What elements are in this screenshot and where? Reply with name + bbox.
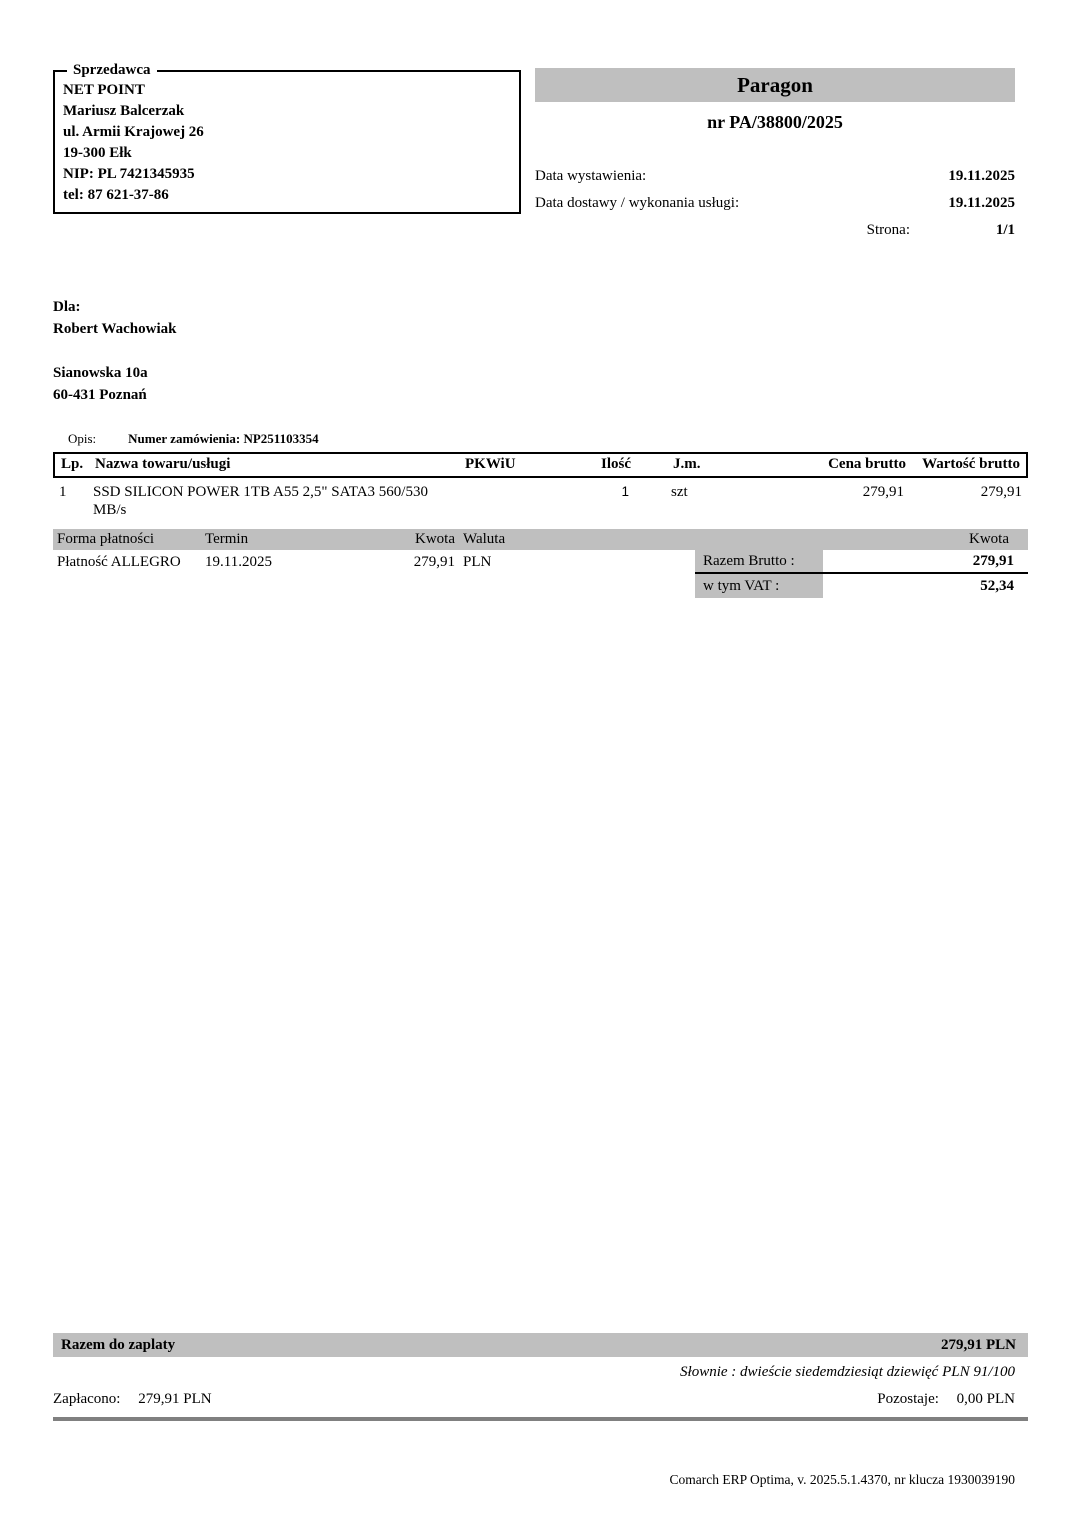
buyer-name: Robert Wachowiak <box>53 321 177 337</box>
col-header-total: Wartość brutto <box>922 456 1020 472</box>
paid-row <box>53 1391 1028 1408</box>
payment-header-grid <box>57 531 533 548</box>
amount-in-words: Słownie : dwieście siedemdziesiąt dziewięć PLN 91/100 <box>680 1364 1015 1380</box>
item-lp: 1 <box>59 484 67 500</box>
page-number-value: 1/1 <box>995 222 1015 238</box>
col-header-unit: J.m. <box>673 456 701 472</box>
item-unit-price: 279,91 <box>862 484 904 500</box>
remaining-block <box>877 1391 1028 1408</box>
payment-body <box>53 550 1028 598</box>
totals-block <box>695 550 1028 598</box>
document-type: Paragon <box>737 72 813 97</box>
items-table <box>53 452 1028 598</box>
payment-amount-value: 279,91 <box>413 554 455 570</box>
vat-total-label: w tym VAT : <box>695 574 823 598</box>
gross-total-row <box>695 550 1028 574</box>
item-total: 279,91 <box>980 484 1022 500</box>
delivery-date-value: 19.11.2025 <box>948 195 1015 211</box>
order-number: Numer zamówienia: NP251103354 <box>128 431 319 446</box>
payment-form-value: Płatność ALLEGRO <box>57 554 181 570</box>
vat-total-row <box>695 574 1028 598</box>
payment-term-value: 19.11.2025 <box>205 554 272 570</box>
dates-block <box>535 163 1015 244</box>
seller-name: NET POINT <box>63 82 145 98</box>
payment-amount-header: Kwota <box>415 531 455 547</box>
software-footer: Comarch ERP Optima, v. 2025.5.1.4370, nr klucza 1930039190 <box>669 1472 1015 1487</box>
gross-total-value: 279,91 <box>972 552 1014 569</box>
buyer-block <box>53 296 176 406</box>
col-header-unit-price: Cena brutto <box>828 456 906 472</box>
paid-label: Zapłacono: <box>53 1391 121 1407</box>
item-qty: 1 <box>621 484 629 499</box>
top-section <box>53 62 1015 244</box>
buyer-street: Sianowska 10a <box>53 365 148 381</box>
col-header-qty: Ilość <box>601 456 631 472</box>
seller-nip: NIP: PL 7421345935 <box>63 166 195 182</box>
seller-box <box>53 62 521 214</box>
remaining-label: Pozostaje: <box>877 1391 939 1407</box>
delivery-date-row <box>535 190 1015 217</box>
buyer-label: Dla: <box>53 299 81 315</box>
total-due-label: Razem do zaplaty <box>61 1336 176 1353</box>
item-name: SSD SILICON POWER 1TB A55 2,5" SATA3 560/530 MB/s <box>93 484 428 518</box>
items-table-header <box>53 452 1028 478</box>
issue-date-label: Data wystawienia: <box>535 168 647 184</box>
payment-currency-header: Waluta <box>463 531 506 547</box>
payment-header-bar <box>53 529 1028 550</box>
total-due-bar <box>53 1333 1028 1357</box>
payment-form-header: Forma płatności <box>57 531 155 547</box>
total-due-value: 279,91 PLN <box>941 1336 1016 1353</box>
delivery-date-label: Data dostawy / wykonania usługi: <box>535 195 740 211</box>
totals-amount-header: Kwota <box>969 531 1009 547</box>
document-type-bar <box>535 68 1015 102</box>
seller-street: ul. Armii Krajowej 26 <box>63 124 204 140</box>
payment-row <box>53 550 533 571</box>
col-header-lp: Lp. <box>61 456 84 472</box>
col-header-name: Nazwa towaru/usługi <box>95 456 231 472</box>
issue-date-row <box>535 163 1015 190</box>
seller-box-legend: Sprzedawca <box>73 62 151 78</box>
gross-total-label: Razem Brutto : <box>695 550 823 572</box>
item-unit: szt <box>671 484 688 500</box>
vat-total-value: 52,34 <box>980 577 1014 594</box>
buyer-gap <box>53 340 176 362</box>
paid-value: 279,91 PLN <box>138 1391 212 1407</box>
page-number-row <box>535 217 1015 244</box>
document-header <box>535 62 1015 244</box>
page-number-label: Strona: <box>866 222 910 238</box>
seller-phone: tel: 87 621-37-86 <box>63 187 169 203</box>
remaining-value: 0,00 PLN <box>956 1391 1015 1407</box>
col-header-pkwiu: PKWiU <box>465 456 516 472</box>
buyer-city: 60-431 Poznań <box>53 387 147 403</box>
description-row <box>68 431 319 447</box>
issue-date-value: 19.11.2025 <box>948 168 1015 184</box>
payment-term-header: Termin <box>205 531 249 547</box>
seller-city: 19-300 Ełk <box>63 145 132 161</box>
bottom-divider <box>53 1417 1028 1421</box>
description-label: Opis: <box>68 431 97 446</box>
document-number: nr PA/38800/2025 <box>707 112 843 132</box>
paid-block <box>53 1391 212 1408</box>
payment-currency-value: PLN <box>463 554 492 570</box>
summary-section <box>53 1333 1028 1421</box>
table-row <box>53 478 1028 521</box>
seller-owner: Mariusz Balcerzak <box>63 103 185 119</box>
